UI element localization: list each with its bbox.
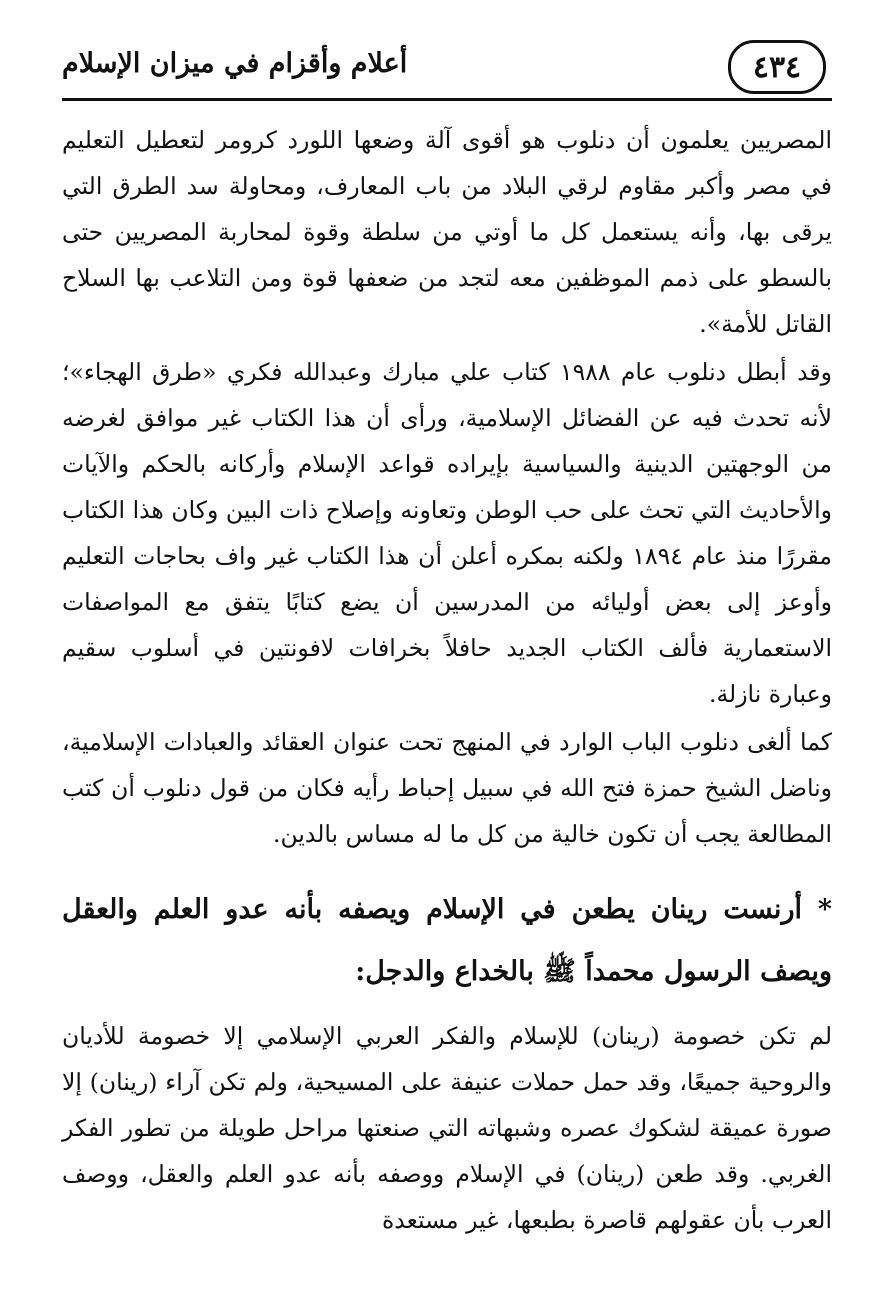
book-page bbox=[62, 36, 832, 1296]
paragraph-3: كما ألغى دنلوب الباب الوارد في المنهج تحت عنوان العقائد والعبادات الإسلامية، وناضل الشيخ حمزة فتح الله في سبيل إحباط رأيه فكان من قول دنلوب أن كتب المطالعة يجب أن تكون خالية من كل ما له مساس بالدين. bbox=[62, 728, 832, 848]
heading-asterisk-marker: * bbox=[817, 894, 832, 925]
paragraph-1: المصريين يعلمون أن دنلوب هو أقوى آلة وضعها اللورد كرومر لتعطيل التعليم في مصر وأكبر مقاوم لرقي البلاد من باب المعارف، ومحاولة سد الطرق التي يرقى بها، وأنه يستعمل كل ما أوتي من سلطة وقوة لمحاربة المصريين حتى بالسطو على ذمم الموظفين معه لتجد من ضعفها قوة ومن التلاعب بها السلاح القاتل للأمة». bbox=[62, 126, 832, 338]
section-heading bbox=[62, 879, 832, 1003]
section-heading-text: أرنست رينان يطعن في الإسلام ويصفه بأنه عدو العلم والعقل ويصف الرسول محمداً ﷺ بالخداع والدجل: bbox=[62, 894, 832, 987]
page-body bbox=[62, 117, 832, 1243]
running-header bbox=[62, 36, 832, 101]
book-title: أعلام وأقزام في ميزان الإسلام bbox=[62, 48, 408, 79]
page-number: ٤٣٤ bbox=[728, 40, 826, 94]
paragraph-2: وقد أبطل دنلوب عام ١٩٨٨ كتاب علي مبارك وعبدالله فكري «طرق الهجاء»؛ لأنه تحدث فيه عن الفضائل الإسلامية، ورأى أن هذا الكتاب غير موافق لغرضه من الوجهتين الدينية والسياسية بإيراده قواعد الإسلام وأركانه بالحكم والآيات والأحاديث التي تحث على حب الوطن وتعاونه وإصلاح ذات البين وكان هذا الكتاب مقررًا منذ عام ١٨٩٤ ولكنه بمكره أعلن أن هذا الكتاب غير واف بحاجات التعليم وأوعز إلى بعض أوليائه من المدرسين أن يضع كتابًا يتفق مع المواصفات الاستعمارية فألف الكتاب الجديد حافلاً بخرافات لافونتين في أسلوب سقيم وعبارة نازلة. bbox=[62, 358, 832, 708]
paragraph-4: لم تكن خصومة (رينان) للإسلام والفكر العربي الإسلامي إلا خصومة للأديان والروحية جميعًا، وقد حمل حملات عنيفة على المسيحية، ولم تكن آراء (رينان) إلا صورة عميقة لشكوك عصره وشبهاته التي صنعتها مراحل طويلة من تطور الفكر الغربي. وقد طعن (رينان) في الإسلام ووصفه بأنه عدو العلم والعقل، ووصف العرب بأن عقولهم قاصرة بطبعها، غير مستعدة bbox=[62, 1022, 832, 1234]
